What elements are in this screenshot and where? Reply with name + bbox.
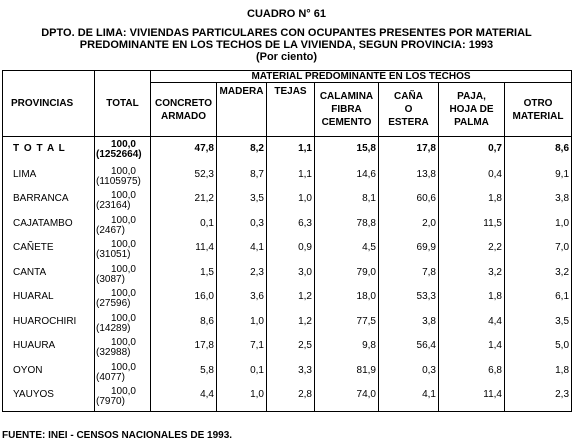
source-note: FUENTE: INEI - CENSOS NACIONALES DE 1993. <box>2 430 233 441</box>
value-cell-col-4: 14,6 <box>315 167 379 192</box>
value-cell-col-6: 4,4 <box>439 314 505 339</box>
value-cell-col-5: 13,8 <box>379 167 439 192</box>
value-cell-col-5: 3,8 <box>379 314 439 339</box>
total-cell <box>95 363 151 388</box>
value-cell-col-1: 11,4 <box>151 240 217 265</box>
total-percent: 100,0 <box>110 337 136 348</box>
header-column-2: MADERA <box>217 83 267 137</box>
value-cell-col-1: 4,4 <box>151 387 217 412</box>
header-total: TOTAL <box>95 71 151 137</box>
value-cell-col-2: 1,0 <box>217 314 267 339</box>
value-cell-col-7: 8,6 <box>505 137 572 167</box>
table-row <box>3 216 572 241</box>
province-name: OYON <box>3 363 95 388</box>
total-percent: 100,0 <box>110 263 136 275</box>
header-column-7: OTRO MATERIAL <box>505 83 572 137</box>
value-cell-col-3: 0,9 <box>267 240 315 265</box>
value-cell-col-1: 16,0 <box>151 289 217 314</box>
value-cell-col-2: 3,6 <box>217 289 267 314</box>
province-name: LIMA <box>3 167 95 192</box>
value-cell-col-5: 7,8 <box>379 265 439 290</box>
value-cell-col-2: 4,1 <box>217 240 267 265</box>
total-percent: 100,0 <box>110 165 136 177</box>
total-households: (27596) <box>96 298 131 309</box>
value-cell-col-1: 17,8 <box>151 338 217 363</box>
value-cell-col-6: 0,7 <box>439 137 505 167</box>
table-row <box>3 167 572 192</box>
table-subtitle: (Por ciento) <box>255 51 318 63</box>
value-cell-col-3: 6,3 <box>267 216 315 241</box>
total-cell <box>95 338 151 363</box>
table-row <box>3 338 572 363</box>
value-cell-col-2: 0,3 <box>217 216 267 241</box>
value-cell-col-6: 11,4 <box>439 387 505 412</box>
total-percent: 100,0 <box>110 214 136 226</box>
value-cell-col-3: 1,1 <box>267 167 315 192</box>
value-cell-col-6: 11,5 <box>439 216 505 241</box>
value-cell-col-5: 0,3 <box>379 363 439 388</box>
province-name: HUARAL <box>3 289 95 314</box>
table-row <box>3 363 572 388</box>
total-cell <box>95 387 151 412</box>
value-cell-col-6: 1,4 <box>439 338 505 363</box>
table-row <box>3 289 572 314</box>
value-cell-col-5: 53,3 <box>379 289 439 314</box>
value-cell-col-7: 5,0 <box>505 338 572 363</box>
value-cell-col-7: 2,3 <box>505 387 572 412</box>
table-body <box>3 137 572 412</box>
province-name: YAUYOS <box>3 387 95 412</box>
total-percent: 100,0 <box>110 386 136 397</box>
value-cell-col-7: 7,0 <box>505 240 572 265</box>
province-name: T O T A L <box>3 137 95 167</box>
value-cell-col-6: 3,2 <box>439 265 505 290</box>
province-name: BARRANCA <box>3 191 95 216</box>
value-cell-col-4: 18,0 <box>315 289 379 314</box>
total-households: (14289) <box>96 322 131 334</box>
header-material-group: MATERIAL PREDOMINANTE EN LOS TECHOS <box>151 71 572 83</box>
value-cell-col-4: 8,1 <box>315 191 379 216</box>
total-cell <box>95 265 151 290</box>
total-percent: 100,0 <box>110 312 136 324</box>
value-cell-col-5: 69,9 <box>379 240 439 265</box>
value-cell-col-6: 0,4 <box>439 167 505 192</box>
value-cell-col-1: 5,8 <box>151 363 217 388</box>
value-cell-col-1: 1,5 <box>151 265 217 290</box>
value-cell-col-7: 3,5 <box>505 314 572 339</box>
total-percent: 100,0 <box>110 139 136 150</box>
total-cell <box>95 167 151 192</box>
header-provincias: PROVINCIAS <box>3 71 95 137</box>
total-households: (1105975) <box>96 175 141 187</box>
value-cell-col-4: 74,0 <box>315 387 379 412</box>
value-cell-col-5: 60,6 <box>379 191 439 216</box>
value-cell-col-4: 79,0 <box>315 265 379 290</box>
header-column-3: TEJAS <box>267 83 315 137</box>
value-cell-col-1: 52,3 <box>151 167 217 192</box>
value-cell-col-1: 47,8 <box>151 137 217 167</box>
value-cell-col-7: 3,8 <box>505 191 572 216</box>
total-households: (3087) <box>96 273 125 285</box>
value-cell-col-5: 17,8 <box>379 137 439 167</box>
total-cell <box>95 216 151 241</box>
table-title-line-2: PREDOMINANTE EN LOS TECHOS DE LA VIVIENDA, SEGUN PROVINCIA: 1993 <box>79 39 494 51</box>
table-row <box>3 240 572 265</box>
value-cell-col-4: 78,8 <box>315 216 379 241</box>
total-households: (2467) <box>96 224 125 236</box>
total-percent: 100,0 <box>110 288 136 299</box>
value-cell-col-1: 21,2 <box>151 191 217 216</box>
value-cell-col-2: 1,0 <box>217 387 267 412</box>
total-cell <box>95 191 151 216</box>
value-cell-col-4: 15,8 <box>315 137 379 167</box>
value-cell-col-6: 6,8 <box>439 363 505 388</box>
province-name: CAÑETE <box>3 240 95 265</box>
header-column-6: PAJA, HOJA DE PALMA <box>439 83 505 137</box>
total-cell <box>95 289 151 314</box>
table-row <box>3 265 572 290</box>
total-households: (23164) <box>96 200 131 211</box>
value-cell-col-5: 2,0 <box>379 216 439 241</box>
total-percent: 100,0 <box>110 361 136 373</box>
value-cell-col-2: 8,2 <box>217 137 267 167</box>
value-cell-col-4: 4,5 <box>315 240 379 265</box>
value-cell-col-3: 3,0 <box>267 265 315 290</box>
province-name: HUAURA <box>3 338 95 363</box>
value-cell-col-3: 1,2 <box>267 289 315 314</box>
value-cell-col-5: 4,1 <box>379 387 439 412</box>
table-row <box>3 387 572 412</box>
table-row <box>3 191 572 216</box>
header-column-4: CALAMINA FIBRA CEMENTO <box>315 83 379 137</box>
table-title-line-1: DPTO. DE LIMA: VIVIENDAS PARTICULARES CON OCUPANTES PRESENTES POR MATERIAL <box>41 27 532 39</box>
value-cell-col-3: 1,1 <box>267 137 315 167</box>
value-cell-col-5: 56,4 <box>379 338 439 363</box>
table-number: CUADRO N° 61 <box>247 8 326 20</box>
province-name: CAJATAMBO <box>3 216 95 241</box>
total-percent: 100,0 <box>110 239 136 250</box>
value-cell-col-2: 3,5 <box>217 191 267 216</box>
total-percent: 100,0 <box>110 190 136 201</box>
value-cell-col-4: 81,9 <box>315 363 379 388</box>
value-cell-col-3: 2,5 <box>267 338 315 363</box>
data-table <box>2 70 572 412</box>
value-cell-col-3: 3,3 <box>267 363 315 388</box>
value-cell-col-6: 1,8 <box>439 191 505 216</box>
value-cell-col-2: 0,1 <box>217 363 267 388</box>
value-cell-col-7: 1,0 <box>505 216 572 241</box>
province-name: CANTA <box>3 265 95 290</box>
value-cell-col-2: 2,3 <box>217 265 267 290</box>
value-cell-col-7: 1,8 <box>505 363 572 388</box>
total-cell <box>95 240 151 265</box>
value-cell-col-3: 1,0 <box>267 191 315 216</box>
value-cell-col-3: 1,2 <box>267 314 315 339</box>
value-cell-col-7: 6,1 <box>505 289 572 314</box>
value-cell-col-6: 2,2 <box>439 240 505 265</box>
value-cell-col-3: 2,8 <box>267 387 315 412</box>
value-cell-col-4: 9,8 <box>315 338 379 363</box>
header-column-1: CONCRETO ARMADO <box>151 83 217 137</box>
value-cell-col-1: 8,6 <box>151 314 217 339</box>
value-cell-col-1: 0,1 <box>151 216 217 241</box>
value-cell-col-2: 8,7 <box>217 167 267 192</box>
total-households: (1252664) <box>96 149 142 160</box>
total-row <box>3 137 572 167</box>
header-column-5: CAÑA O ESTERA <box>379 83 439 137</box>
total-households: (7970) <box>96 396 125 407</box>
value-cell-col-2: 7,1 <box>217 338 267 363</box>
value-cell-col-6: 1,8 <box>439 289 505 314</box>
total-households: (32988) <box>96 347 131 358</box>
value-cell-col-4: 77,5 <box>315 314 379 339</box>
total-cell <box>95 137 151 167</box>
total-households: (4077) <box>96 371 125 383</box>
value-cell-col-7: 9,1 <box>505 167 572 192</box>
total-cell <box>95 314 151 339</box>
table-row <box>3 314 572 339</box>
value-cell-col-7: 3,2 <box>505 265 572 290</box>
province-name: HUAROCHIRI <box>3 314 95 339</box>
total-households: (31051) <box>96 249 131 260</box>
